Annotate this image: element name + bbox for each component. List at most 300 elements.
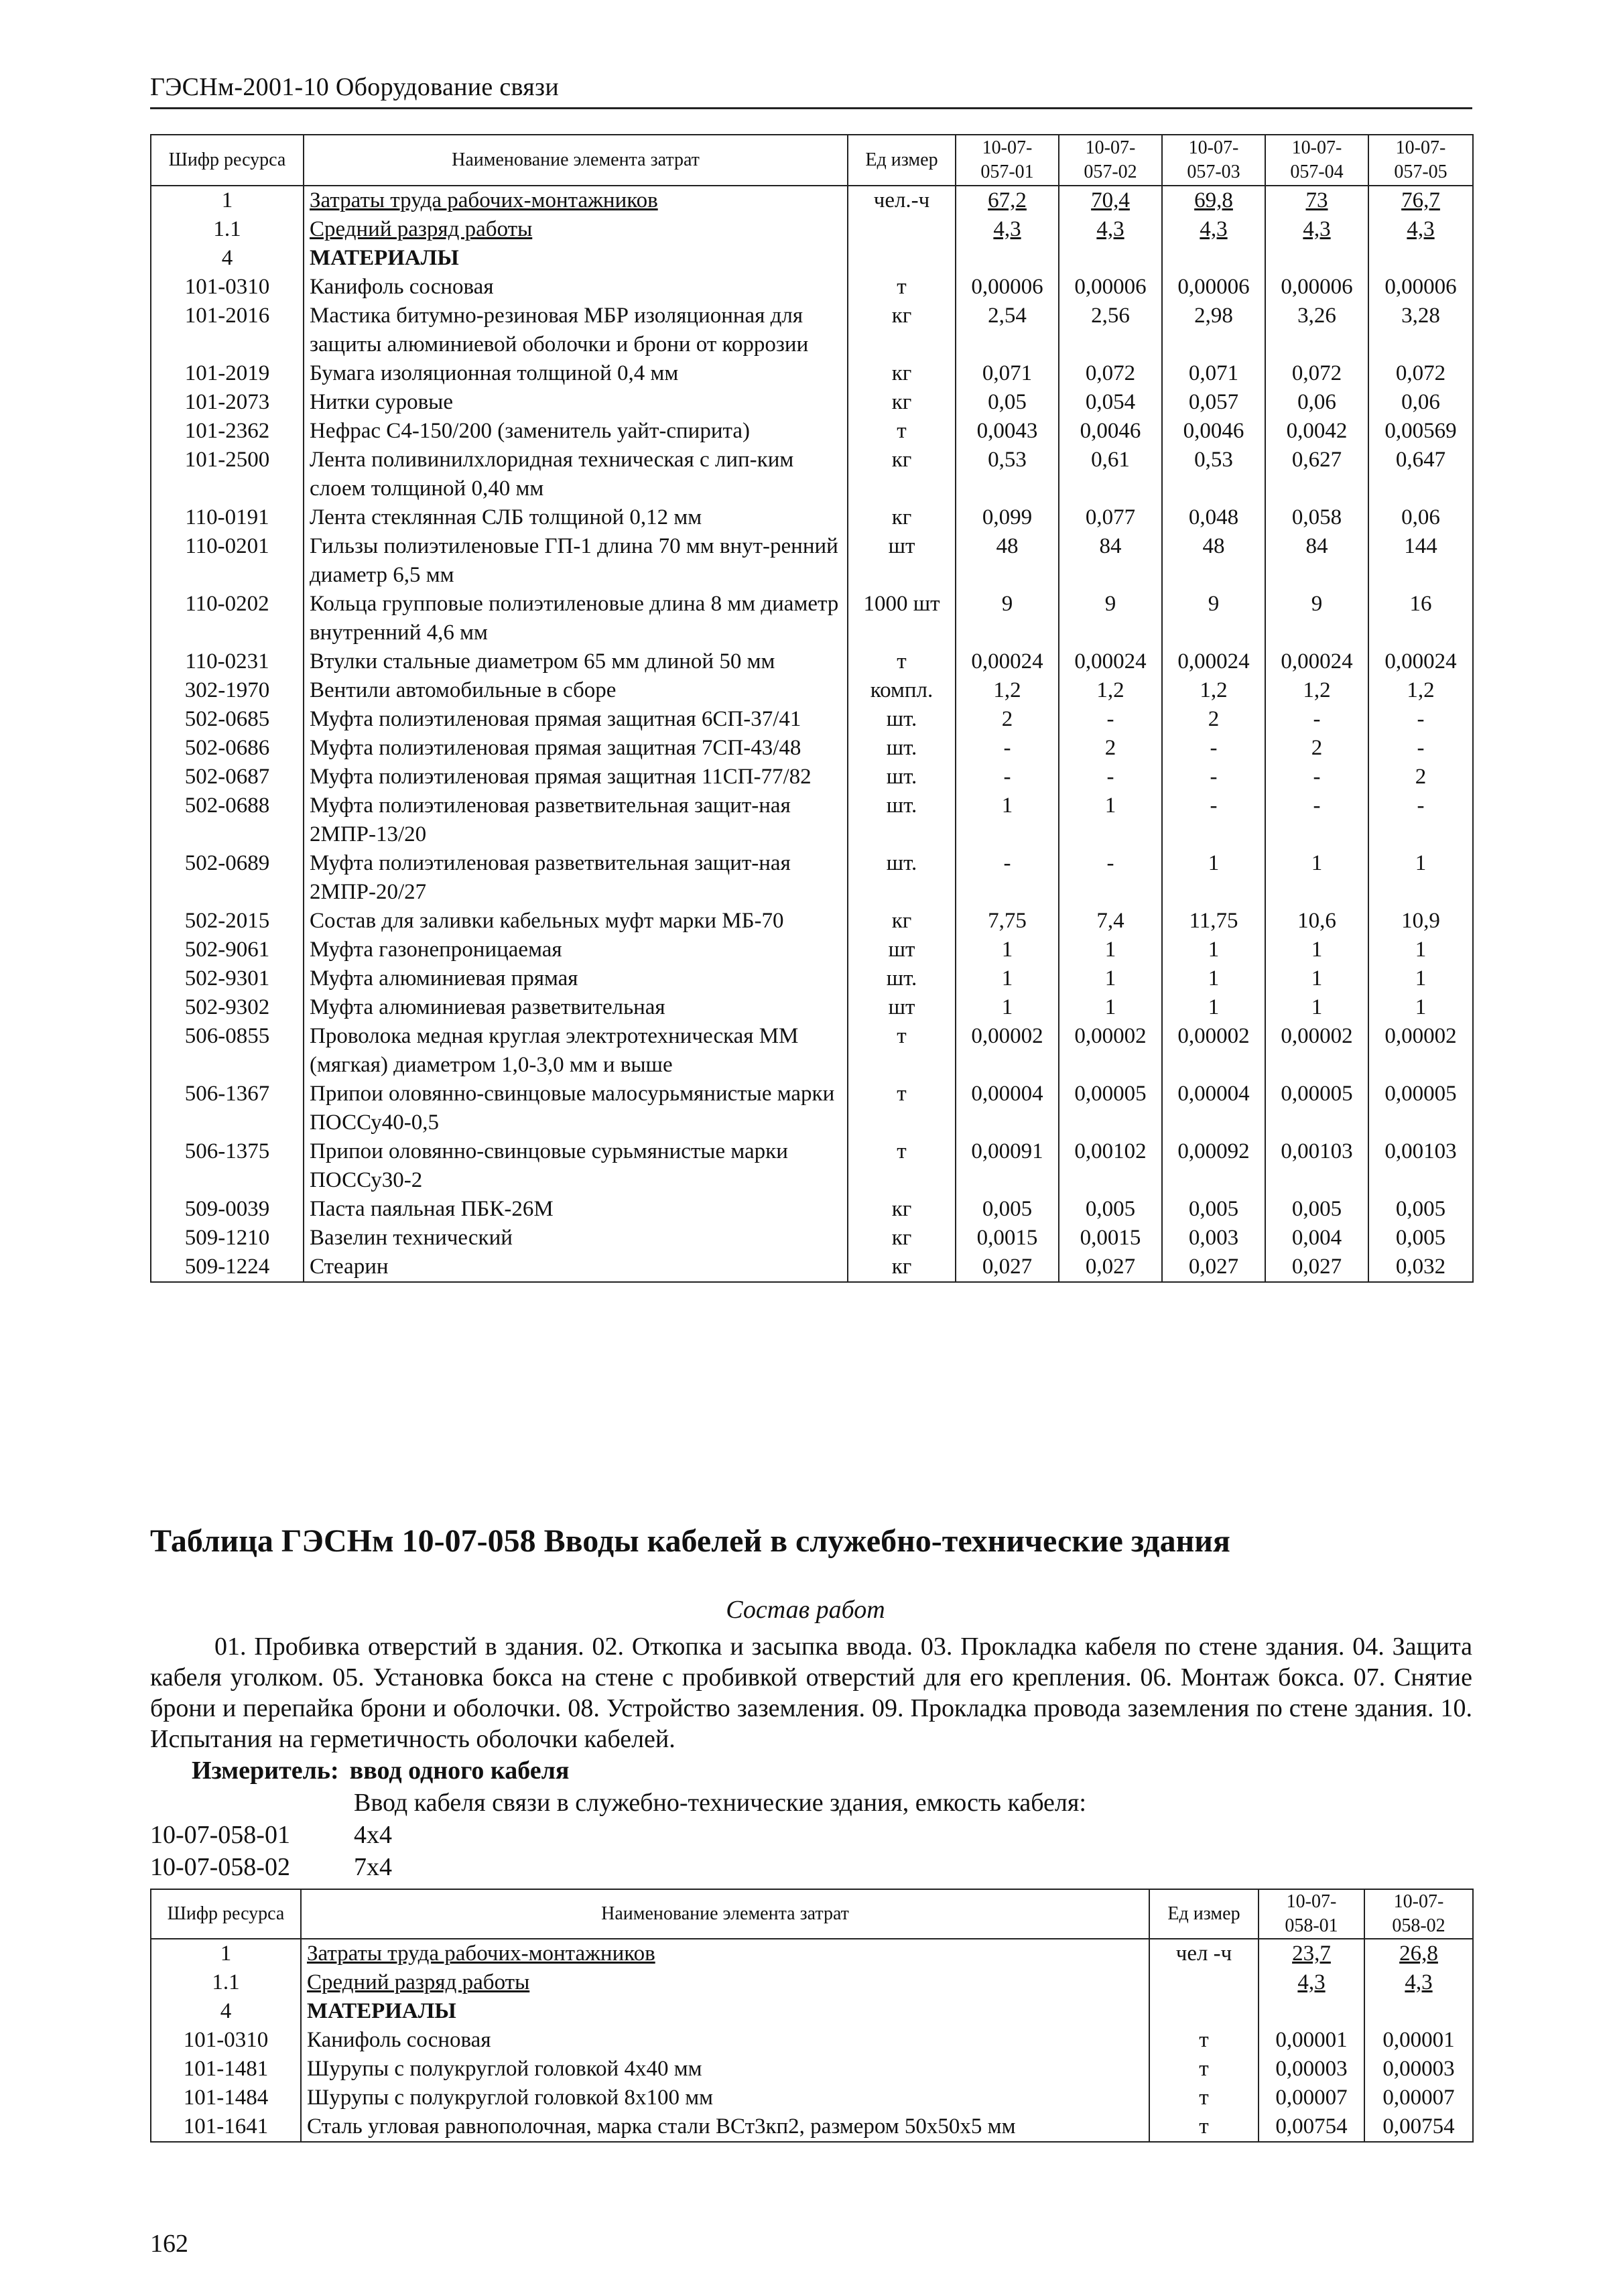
- norm-value: 4,3: [1259, 1968, 1364, 1997]
- resource-code: 101-0310: [151, 273, 304, 302]
- norm-value: 0,647: [1368, 446, 1473, 503]
- norm-value: 4,3: [1364, 1968, 1473, 1997]
- norm-value: [956, 244, 1059, 273]
- table-row: [151, 734, 1473, 763]
- norm-value: -: [1059, 849, 1162, 907]
- resource-code: 506-1375: [151, 1137, 304, 1195]
- norm-value: 7,75: [956, 907, 1059, 936]
- norm-value: 0,072: [1059, 359, 1162, 388]
- norm-value: -: [1162, 791, 1265, 849]
- unit: [848, 244, 956, 273]
- norm-value: 48: [1162, 532, 1265, 590]
- norm-value: 0,072: [1265, 359, 1368, 388]
- unit: шт.: [848, 705, 956, 734]
- norm-value: 0,00001: [1364, 2026, 1473, 2055]
- header-rule: [150, 107, 1472, 109]
- norm-value: 0,00024: [1265, 647, 1368, 676]
- norm-value: 1: [1265, 936, 1368, 964]
- resource-name: Проволока медная круглая электротехническая ММ (мягкая) диаметром 1,0-3,0 мм и выше: [304, 1022, 848, 1080]
- norm-value: 0,003: [1162, 1224, 1265, 1253]
- norm-value: 9: [1059, 590, 1162, 647]
- norm-value: 1: [1265, 964, 1368, 993]
- norm-value: 0,00005: [1265, 1080, 1368, 1137]
- norm-value: 0,00006: [956, 273, 1059, 302]
- code: 10-07-058-01: [150, 1821, 290, 1849]
- table-row: [151, 1939, 1473, 1968]
- resource-name: Шурупы с полукруглой головкой 8х100 мм: [301, 2084, 1149, 2112]
- resource-name: Нитки суровые: [304, 388, 848, 417]
- resource-code: 101-2500: [151, 446, 304, 503]
- table-row: [151, 388, 1473, 417]
- resource-code: 110-0231: [151, 647, 304, 676]
- norm-value: 1,2: [1265, 676, 1368, 705]
- table-row: [151, 1195, 1473, 1224]
- norm-value: 0,00007: [1259, 2084, 1364, 2112]
- header-unit: Ед измер: [848, 135, 956, 186]
- resource-name: Муфта полиэтиленовая прямая защитная 7СП-43/48: [304, 734, 848, 763]
- resource-code: 101-1641: [151, 2112, 301, 2142]
- resource-name: Канифоль сосновая: [301, 2026, 1149, 2055]
- table-row: [151, 791, 1473, 849]
- unit: кг: [848, 359, 956, 388]
- norm-value: 0,027: [1162, 1253, 1265, 1282]
- norm-value: 1: [1265, 849, 1368, 907]
- norm-value: 0,077: [1059, 503, 1162, 532]
- norm-value: 0,00024: [1162, 647, 1265, 676]
- norm-value: 1: [1368, 936, 1473, 964]
- resource-code: 110-0191: [151, 503, 304, 532]
- resource-code: 101-1484: [151, 2084, 301, 2112]
- table-row: [151, 215, 1473, 244]
- norm-value: 0,00024: [1059, 647, 1162, 676]
- code-line: [150, 1852, 392, 1882]
- norm-value: 4,3: [1059, 215, 1162, 244]
- norm-value: 1: [956, 791, 1059, 849]
- resource-code: 101-2073: [151, 388, 304, 417]
- norm-value: 0,00006: [1265, 273, 1368, 302]
- resource-name: Затраты труда рабочих-монтажников: [301, 1939, 1149, 1968]
- unit: т: [848, 1022, 956, 1080]
- norm-value: 1: [1265, 993, 1368, 1022]
- unit: 1000 шт: [848, 590, 956, 647]
- norm-value: 9: [956, 590, 1059, 647]
- resource-name: Муфта полиэтиленовая разветвительная защит-ная 2МПР-20/27: [304, 849, 848, 907]
- resource-code: 101-1481: [151, 2055, 301, 2084]
- norm-value: 0,00569: [1368, 417, 1473, 446]
- table-row: [151, 186, 1473, 215]
- norm-value: [1059, 244, 1162, 273]
- norm-value: 10,6: [1265, 907, 1368, 936]
- unit: кг: [848, 503, 956, 532]
- norm-value: 84: [1059, 532, 1162, 590]
- table-row: [151, 936, 1473, 964]
- table-row: [151, 532, 1473, 590]
- unit: кг: [848, 1253, 956, 1282]
- unit: шт.: [848, 763, 956, 791]
- unit: т: [1149, 2026, 1259, 2055]
- norm-value: 1,2: [1368, 676, 1473, 705]
- unit: [848, 215, 956, 244]
- resource-code: 110-0202: [151, 590, 304, 647]
- norm-value: -: [1265, 763, 1368, 791]
- norm-value: 0,0015: [1059, 1224, 1162, 1253]
- table-header-row: [151, 135, 1473, 186]
- norm-value: 0,53: [1162, 446, 1265, 503]
- table-row: [151, 273, 1473, 302]
- norm-value: 1: [1368, 849, 1473, 907]
- norm-value: 1,2: [1162, 676, 1265, 705]
- norm-value: 23,7: [1259, 1939, 1364, 1968]
- norm-value: 0,00005: [1059, 1080, 1162, 1137]
- header-norm: 10-07- 057-01: [956, 135, 1059, 186]
- norm-value: 0,099: [956, 503, 1059, 532]
- norm-value: 0,00102: [1059, 1137, 1162, 1195]
- norm-value: 4,3: [956, 215, 1059, 244]
- measure-value: ввод одного кабеля: [349, 1757, 570, 1785]
- resource-code: 506-1367: [151, 1080, 304, 1137]
- norm-value: 1: [1162, 993, 1265, 1022]
- norm-value: [1162, 244, 1265, 273]
- norm-value: 69,8: [1162, 186, 1265, 215]
- norm-value: 0,00005: [1368, 1080, 1473, 1137]
- composition-heading: Состав работ: [726, 1596, 885, 1624]
- resource-name: Состав для заливки кабельных муфт марки МБ-70: [304, 907, 848, 936]
- norm-value: 1: [1162, 964, 1265, 993]
- norm-value: 0,00002: [1368, 1022, 1473, 1080]
- norm-value: 0,071: [956, 359, 1059, 388]
- header-norm: 10-07- 057-04: [1265, 135, 1368, 186]
- header-code: Шифр ресурса: [151, 135, 304, 186]
- norm-value: 76,7: [1368, 186, 1473, 215]
- code: 10-07-058-02: [150, 1853, 290, 1881]
- resource-code: 502-9302: [151, 993, 304, 1022]
- norm-value: 0,0042: [1265, 417, 1368, 446]
- norm-value: 48: [956, 532, 1059, 590]
- norm-value: 2: [1162, 705, 1265, 734]
- norm-value: 1: [956, 964, 1059, 993]
- norm-value: 0,00091: [956, 1137, 1059, 1195]
- norm-value: 2,54: [956, 302, 1059, 359]
- norm-value: 0,00006: [1059, 273, 1162, 302]
- norm-value: 0,00002: [1059, 1022, 1162, 1080]
- resource-code: 101-2362: [151, 417, 304, 446]
- norm-value: 0,00103: [1368, 1137, 1473, 1195]
- norm-value: 1: [1059, 936, 1162, 964]
- table-row: [151, 1253, 1473, 1282]
- norm-value: 4,3: [1265, 215, 1368, 244]
- norm-value: 0,00754: [1364, 2112, 1473, 2142]
- norm-value: 0,00002: [1265, 1022, 1368, 1080]
- resource-name: МАТЕРИАЛЫ: [301, 1997, 1149, 2026]
- table-row: [151, 1080, 1473, 1137]
- unit: т: [848, 273, 956, 302]
- norm-value: 16: [1368, 590, 1473, 647]
- resource-code: 502-0689: [151, 849, 304, 907]
- norm-value: 70,4: [1059, 186, 1162, 215]
- norm-value: 2: [956, 705, 1059, 734]
- norm-value: 1: [1059, 791, 1162, 849]
- resource-code: 1.1: [151, 1968, 301, 1997]
- norm-value: 0,005: [1162, 1195, 1265, 1224]
- header-code: Шифр ресурса: [151, 1889, 301, 1939]
- norm-value: 0,072: [1368, 359, 1473, 388]
- norm-value: 11,75: [1162, 907, 1265, 936]
- resource-code: 509-1210: [151, 1224, 304, 1253]
- unit: т: [1149, 2055, 1259, 2084]
- norm-value: 0,005: [1059, 1195, 1162, 1224]
- norm-value: 7,4: [1059, 907, 1162, 936]
- header-norm: 10-07- 058-01: [1259, 1889, 1364, 1939]
- resource-name: Муфта полиэтиленовая прямая защитная 6СП-37/41: [304, 705, 848, 734]
- norm-value: 0,032: [1368, 1253, 1473, 1282]
- resource-code: 101-2016: [151, 302, 304, 359]
- norm-value: 0,027: [1059, 1253, 1162, 1282]
- norm-value: 0,05: [956, 388, 1059, 417]
- norm-value: 2: [1059, 734, 1162, 763]
- table-row: [151, 676, 1473, 705]
- norm-value: -: [956, 849, 1059, 907]
- norm-value: 4,3: [1162, 215, 1265, 244]
- norm-value: 0,00006: [1162, 273, 1265, 302]
- norm-value: 9: [1162, 590, 1265, 647]
- norm-value: 1,2: [1059, 676, 1162, 705]
- norm-value: -: [1368, 705, 1473, 734]
- norm-value: 1: [1368, 993, 1473, 1022]
- table-row: [151, 1997, 1473, 2026]
- norm-value: 2,98: [1162, 302, 1265, 359]
- resource-code: 509-1224: [151, 1253, 304, 1282]
- table-row: [151, 2084, 1473, 2112]
- norm-value: 0,0043: [956, 417, 1059, 446]
- unit: кг: [848, 1195, 956, 1224]
- composition-text: 01. Пробивка отверстий в здания. 02. Откопка и засыпка ввода. 03. Прокладка кабеля по стене здания. 04. Защита кабеля уголком. 05. Установка бокса на стене с пробивкой отверстий для его крепления. 06. Монтаж бокса. 07. Снятие брони и перепайка брони и оболочки. 08. Устройство заземления. 09. Прокладка провода заземления по стене здания. 10. Испытания на герметичность оболочки кабелей.: [150, 1633, 1472, 1753]
- norm-value: 0,00002: [956, 1022, 1059, 1080]
- norm-value: 0,00006: [1368, 273, 1473, 302]
- norm-value: 2: [1265, 734, 1368, 763]
- resource-name: Гильзы полиэтиленовые ГП-1 длина 70 мм внут-ренний диаметр 6,5 мм: [304, 532, 848, 590]
- resource-name: Вазелин технический: [304, 1224, 848, 1253]
- norm-value: 0,00001: [1259, 2026, 1364, 2055]
- unit: кг: [848, 302, 956, 359]
- norm-value: 73: [1265, 186, 1368, 215]
- unit: кг: [848, 1224, 956, 1253]
- code-caption: 4х4: [354, 1821, 392, 1849]
- norm-value: 0,0015: [956, 1224, 1059, 1253]
- norm-value: 0,005: [1368, 1224, 1473, 1253]
- norm-value: 1: [956, 936, 1059, 964]
- norm-value: 0,00002: [1162, 1022, 1265, 1080]
- resource-code: 110-0201: [151, 532, 304, 590]
- norm-value: 0,058: [1265, 503, 1368, 532]
- norm-value: 0,00024: [956, 647, 1059, 676]
- intro-line: Ввод кабеля связи в служебно-технические здания, емкость кабеля:: [354, 1789, 1086, 1817]
- resource-name: Паста паяльная ПБК-26М: [304, 1195, 848, 1224]
- norm-value: 1: [956, 993, 1059, 1022]
- table-row: [151, 993, 1473, 1022]
- table-row: [151, 302, 1473, 359]
- norm-value: -: [1059, 705, 1162, 734]
- resource-code: 506-0855: [151, 1022, 304, 1080]
- unit: [1149, 1997, 1259, 2026]
- norm-value: 0,00003: [1259, 2055, 1364, 2084]
- resource-name: Муфта полиэтиленовая прямая защитная 11СП-77/82: [304, 763, 848, 791]
- norm-value: -: [1162, 734, 1265, 763]
- resource-code: 502-0688: [151, 791, 304, 849]
- resource-table-057: [150, 134, 1474, 1283]
- norm-value: 0,627: [1265, 446, 1368, 503]
- norm-value: 0,005: [1368, 1195, 1473, 1224]
- norm-value: 67,2: [956, 186, 1059, 215]
- norm-value: 0,00754: [1259, 2112, 1364, 2142]
- norm-value: 0,53: [956, 446, 1059, 503]
- norm-value: -: [1059, 763, 1162, 791]
- resource-code: 502-0686: [151, 734, 304, 763]
- norm-value: -: [956, 763, 1059, 791]
- norm-value: [1265, 244, 1368, 273]
- table-row: [151, 244, 1473, 273]
- unit: шт.: [848, 791, 956, 849]
- table-row: [151, 907, 1473, 936]
- measure-label: Измеритель:: [192, 1757, 339, 1785]
- table-row: [151, 503, 1473, 532]
- resource-code: 4: [151, 244, 304, 273]
- norm-value: 0,0046: [1059, 417, 1162, 446]
- resource-name: Муфта газонепроницаемая: [304, 936, 848, 964]
- unit: чел.-ч: [848, 186, 956, 215]
- norm-value: 1: [1059, 993, 1162, 1022]
- page-number: 162: [150, 2230, 188, 2258]
- unit: шт: [848, 936, 956, 964]
- table-row: [151, 763, 1473, 791]
- norm-value: 1: [1162, 849, 1265, 907]
- norm-value: -: [1368, 734, 1473, 763]
- table-row: [151, 705, 1473, 734]
- norm-value: 0,027: [1265, 1253, 1368, 1282]
- norm-value: [1368, 244, 1473, 273]
- norm-value: 0,005: [1265, 1195, 1368, 1224]
- resource-name: Припои оловянно-свинцовые сурьмянистые марки ПОССу30-2: [304, 1137, 848, 1195]
- table-row: [151, 2112, 1473, 2142]
- resource-table-058: [150, 1889, 1474, 2143]
- norm-value: 2: [1368, 763, 1473, 791]
- table-row: [151, 446, 1473, 503]
- resource-name: Лента поливинилхлоридная техническая с лип-ким слоем толщиной 0,40 мм: [304, 446, 848, 503]
- unit: кг: [848, 907, 956, 936]
- resource-name: Бумага изоляционная толщиной 0,4 мм: [304, 359, 848, 388]
- unit: т: [1149, 2084, 1259, 2112]
- norm-value: 0,071: [1162, 359, 1265, 388]
- header-norm: 10-07- 057-02: [1059, 135, 1162, 186]
- norm-value: 3,28: [1368, 302, 1473, 359]
- norm-value: 1: [1368, 964, 1473, 993]
- resource-name: Муфта алюминиевая прямая: [304, 964, 848, 993]
- norm-value: 0,06: [1368, 388, 1473, 417]
- running-header: ГЭСНм-2001-10 Оборудование связи: [150, 73, 559, 101]
- norm-value: 2,56: [1059, 302, 1162, 359]
- norm-value: [1259, 1997, 1364, 2026]
- norm-value: 0,0046: [1162, 417, 1265, 446]
- norm-value: 1: [1162, 936, 1265, 964]
- resource-name: Вентили автомобильные в сборе: [304, 676, 848, 705]
- norm-value: 0,06: [1265, 388, 1368, 417]
- unit: кг: [848, 388, 956, 417]
- header-name: Наименование элемента затрат: [304, 135, 848, 186]
- resource-code: 509-0039: [151, 1195, 304, 1224]
- norm-value: [1364, 1997, 1473, 2026]
- norm-value: 4,3: [1368, 215, 1473, 244]
- resource-code: 4: [151, 1997, 301, 2026]
- norm-value: 0,00024: [1368, 647, 1473, 676]
- resource-name: Кольца групповые полиэтиленовые длина 8 мм диаметр внутренний 4,6 мм: [304, 590, 848, 647]
- resource-code: 502-9061: [151, 936, 304, 964]
- table-row: [151, 1224, 1473, 1253]
- resource-name: Мастика битумно-резиновая МБР изоляционная для защиты алюминиевой оболочки и брони от коррозии: [304, 302, 848, 359]
- unit: чел -ч: [1149, 1939, 1259, 1968]
- unit: т: [848, 647, 956, 676]
- norm-value: 1: [1059, 964, 1162, 993]
- norm-value: -: [956, 734, 1059, 763]
- norm-value: 3,26: [1265, 302, 1368, 359]
- header-norm: 10-07- 057-05: [1368, 135, 1473, 186]
- resource-name: Канифоль сосновая: [304, 273, 848, 302]
- table-row: [151, 417, 1473, 446]
- norm-value: 0,00092: [1162, 1137, 1265, 1195]
- resource-name: Затраты труда рабочих-монтажников: [304, 186, 848, 215]
- norm-value: 0,00004: [956, 1080, 1059, 1137]
- norm-value: 10,9: [1368, 907, 1473, 936]
- norm-value: 0,61: [1059, 446, 1162, 503]
- unit: шт: [848, 532, 956, 590]
- resource-code: 1: [151, 1939, 301, 1968]
- resource-code: 502-2015: [151, 907, 304, 936]
- norm-value: 0,00004: [1162, 1080, 1265, 1137]
- measure-line: [192, 1756, 569, 1785]
- resource-code: 101-2019: [151, 359, 304, 388]
- unit: компл.: [848, 676, 956, 705]
- norm-value: -: [1368, 791, 1473, 849]
- resource-code: 302-1970: [151, 676, 304, 705]
- code-line: [150, 1820, 392, 1850]
- norm-value: 1,2: [956, 676, 1059, 705]
- table-row: [151, 647, 1473, 676]
- norm-value: 0,00103: [1265, 1137, 1368, 1195]
- header-unit: Ед измер: [1149, 1889, 1259, 1939]
- table-row: [151, 2026, 1473, 2055]
- table-row: [151, 849, 1473, 907]
- norm-value: 84: [1265, 532, 1368, 590]
- unit: т: [848, 1080, 956, 1137]
- header-norm: 10-07- 057-03: [1162, 135, 1265, 186]
- norm-value: 0,004: [1265, 1224, 1368, 1253]
- norm-value: 0,06: [1368, 503, 1473, 532]
- table-row: [151, 590, 1473, 647]
- resource-code: 1.1: [151, 215, 304, 244]
- resource-name: Припои оловянно-свинцовые малосурьмянистые марки ПОССу40-0,5: [304, 1080, 848, 1137]
- norm-value: -: [1162, 763, 1265, 791]
- table-row: [151, 964, 1473, 993]
- table-row: [151, 1022, 1473, 1080]
- norm-value: 26,8: [1364, 1939, 1473, 1968]
- header-norm: 10-07- 058-02: [1364, 1889, 1473, 1939]
- resource-name: Муфта полиэтиленовая разветвительная защит-ная 2МПР-13/20: [304, 791, 848, 849]
- unit: шт.: [848, 964, 956, 993]
- resource-code: 1: [151, 186, 304, 215]
- resource-code: 502-0685: [151, 705, 304, 734]
- resource-name: Муфта алюминиевая разветвительная: [304, 993, 848, 1022]
- unit: кг: [848, 446, 956, 503]
- resource-name: Втулки стальные диаметром 65 мм длиной 50 мм: [304, 647, 848, 676]
- unit: т: [1149, 2112, 1259, 2142]
